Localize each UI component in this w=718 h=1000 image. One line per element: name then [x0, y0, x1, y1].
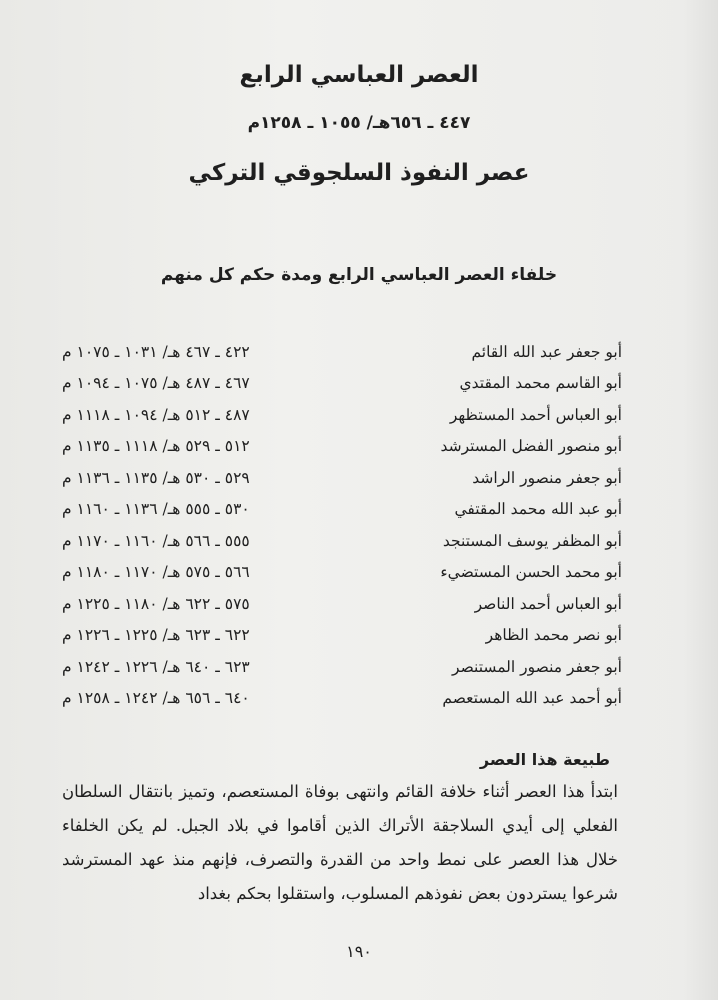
caliph-period: ٦٢٢ ـ ٦٢٣ هـ/ ١٢٢٥ ـ ١٢٢٦ م [62, 626, 250, 645]
page-gutter-shadow [682, 0, 718, 1000]
caliph-name: أبو القاسم محمد المقتدي [459, 374, 622, 393]
caliph-period: ٥٢٩ ـ ٥٣٠ هـ/ ١١٣٥ ـ ١١٣٦ م [62, 468, 250, 487]
caliph-row [62, 399, 622, 431]
chapter-subtitle: عصر النفوذ السلجوقي التركي [188, 160, 530, 186]
caliph-period: ٥٥٥ ـ ٥٦٦ هـ/ ١١٦٠ ـ ١١٧٠ م [62, 531, 250, 550]
caliph-name: أبو المظفر يوسف المستنجد [442, 531, 622, 550]
caliph-period: ٤٢٢ ـ ٤٦٧ هـ/ ١٠٣١ ـ ١٠٧٥ م [62, 342, 250, 361]
caliph-row [62, 431, 622, 463]
caliph-period: ٥٧٥ ـ ٦٢٢ هـ/ ١١٨٠ ـ ١٢٢٥ م [62, 594, 250, 613]
caliph-period: ٤٦٧ ـ ٤٨٧ هـ/ ١٠٧٥ ـ ١٠٩٤ م [62, 374, 250, 393]
caliph-name: أبو محمد الحسن المستضيء [440, 563, 622, 582]
caliphs-table-heading: خلفاء العصر العباسي الرابع ومدة حكم كل منهم [160, 265, 558, 285]
caliph-row [62, 336, 622, 368]
caliph-row [62, 462, 622, 494]
caliph-name: أبو العباس أحمد الناصر [474, 594, 622, 613]
caliph-row [62, 588, 622, 620]
caliph-row [62, 651, 622, 683]
section-heading: طبيعة هذا العصر [479, 750, 610, 769]
caliph-period: ٦٢٣ ـ ٦٤٠ هـ/ ١٢٢٦ ـ ١٢٤٢ م [62, 657, 250, 676]
caliph-row [62, 525, 622, 557]
caliph-row [62, 557, 622, 589]
caliphs-list [62, 336, 622, 714]
caliph-row [62, 683, 622, 715]
caliph-name: أبو منصور الفضل المسترشد [440, 437, 622, 456]
caliph-period: ٥٦٦ ـ ٥٧٥ هـ/ ١١٧٠ ـ ١١٨٠ م [62, 563, 250, 582]
caliph-name: أبو جعفر منصور المستنصر [452, 657, 622, 676]
caliph-row [62, 620, 622, 652]
caliph-period: ٥١٢ ـ ٥٢٩ هـ/ ١١١٨ ـ ١١٣٥ م [62, 437, 250, 456]
caliph-row [62, 494, 622, 526]
caliph-name: أبو جعفر عبد الله القائم [471, 342, 622, 361]
caliph-name: أبو العباس أحمد المستظهر [449, 405, 622, 424]
caliph-period: ٤٨٧ ـ ٥١٢ هـ/ ١٠٩٤ ـ ١١١٨ م [62, 405, 250, 424]
caliph-name: أبو أحمد عبد الله المستعصم [442, 689, 622, 708]
caliph-period: ٥٣٠ ـ ٥٥٥ هـ/ ١١٣٦ ـ ١١٦٠ م [62, 500, 250, 519]
caliph-name: أبو نصر محمد الظاهر [485, 626, 622, 645]
body-paragraph: ابتدأ هذا العصر أثناء خلافة القائم وانتهى بوفاة المستعصم، وتميز بانتقال السلطان الفعلي إلى أيدي السلاجقة الأتراك الذين أقاموا في بلاد الجبل. لم يكن الخلفاء خلال هذا العصر على نمط واحد من القدرة والتصرف، فإنهم منذ عهد المسترشد شرعوا يستردون بعض نفوذهم المسلوب، واستقلوا بحكم بغداد [62, 782, 618, 903]
caliph-name: أبو جعفر منصور الراشد [472, 468, 622, 487]
caliph-row [62, 368, 622, 400]
caliph-name: أبو عبد الله محمد المقتفي [454, 500, 622, 519]
chapter-dates: ٤٤٧ ـ ٦٥٦هـ/ ١٠٥٥ ـ ١٢٥٨م [247, 113, 471, 133]
chapter-title: العصر العباسي الرابع [239, 62, 479, 88]
caliph-period: ٦٤٠ ـ ٦٥٦ هـ/ ١٢٤٢ ـ ١٢٥٨ م [62, 689, 250, 708]
page-number: ١٩٠ [346, 942, 372, 961]
